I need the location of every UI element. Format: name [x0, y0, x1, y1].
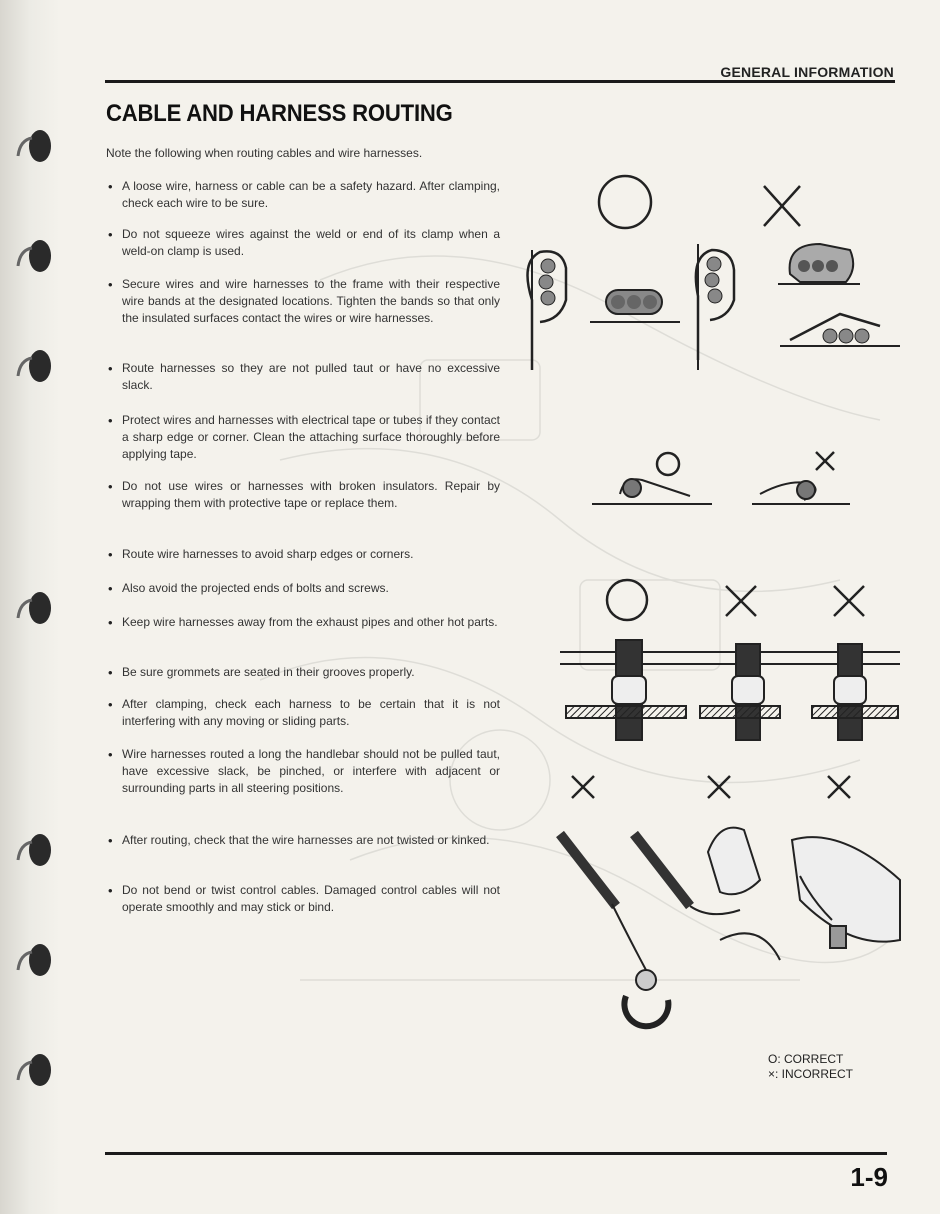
wire-band-figure	[592, 452, 850, 504]
list-item: • Secure wires and wire harnesses to the frame with their respective wire bands at the designated locations. Tighten the bands so that only the insulated surfaces contact the wires or wire harnesses.	[106, 276, 500, 327]
list-item: • Also avoid the projected ends of bolts and screws.	[106, 580, 500, 597]
incorrect-mark-icon	[816, 452, 834, 470]
incorrect-mark-icon	[572, 776, 594, 798]
incorrect-mark-icon	[828, 776, 850, 798]
footer-rule	[105, 1152, 887, 1155]
list-item: • After routing, check that the wire harnesses are not twisted or kinked.	[106, 832, 500, 849]
section-header: GENERAL INFORMATION	[720, 64, 894, 80]
intro-text: Note the following when routing cables and wire harnesses.	[106, 146, 423, 160]
incorrect-mark-icon	[834, 586, 864, 616]
page-number: 1-9	[850, 1162, 888, 1192]
list-item: • Route wire harnesses to avoid sharp edges or corners.	[106, 546, 500, 563]
list-item: • A loose wire, harness or cable can be a safety hazard. After clamping, check each wire to be sure.	[106, 178, 500, 212]
legend-incorrect: ×: INCORRECT	[768, 1067, 854, 1081]
list-item: • Do not bend or twist control cables. Damaged control cables will not operate smoothly and may stick or bind.	[106, 882, 500, 916]
frame-clamp-figure	[560, 580, 900, 740]
list-item: • Be sure grommets are seated in their grooves properly.	[106, 664, 500, 681]
list-item: • After clamping, check each harness to be certain that it is not interfering with any moving or sliding parts.	[106, 696, 500, 730]
legend-correct: O: CORRECT	[768, 1052, 844, 1066]
list-item: • Protect wires and harnesses with electrical tape or tubes if they contact a sharp edge or corner. Clean the attaching surface thoroughly before applying tape.	[106, 412, 500, 463]
correct-mark-icon	[607, 580, 647, 620]
list-item: • Keep wire harnesses away from the exhaust pipes and other hot parts.	[106, 614, 500, 631]
list-item: • Wire harnesses routed a long the handlebar should not be pulled taut, have excessive slack, be pinched, or interfere with adjacent or surrounding parts in all steering positions.	[106, 746, 500, 797]
weld-clamp-figure	[528, 176, 901, 370]
correct-mark-icon	[657, 453, 679, 475]
incorrect-mark-icon	[726, 586, 756, 616]
list-item: • Do not use wires or harnesses with broken insulators. Repair by wrapping them with protective tape or replace them.	[106, 478, 500, 512]
list-item: • Do not squeeze wires against the weld or end of its clamp when a weld-on clamp is used.	[106, 226, 500, 260]
list-item: • Route harnesses so they are not pulled taut or have no excessive slack.	[106, 360, 500, 394]
page-title: CABLE AND HARNESS ROUTING	[106, 100, 453, 127]
handlebar-cable-figure	[560, 776, 900, 1026]
correct-mark-icon	[599, 176, 651, 228]
incorrect-mark-icon	[764, 186, 800, 226]
incorrect-mark-icon	[708, 776, 730, 798]
legend	[768, 1052, 853, 1082]
